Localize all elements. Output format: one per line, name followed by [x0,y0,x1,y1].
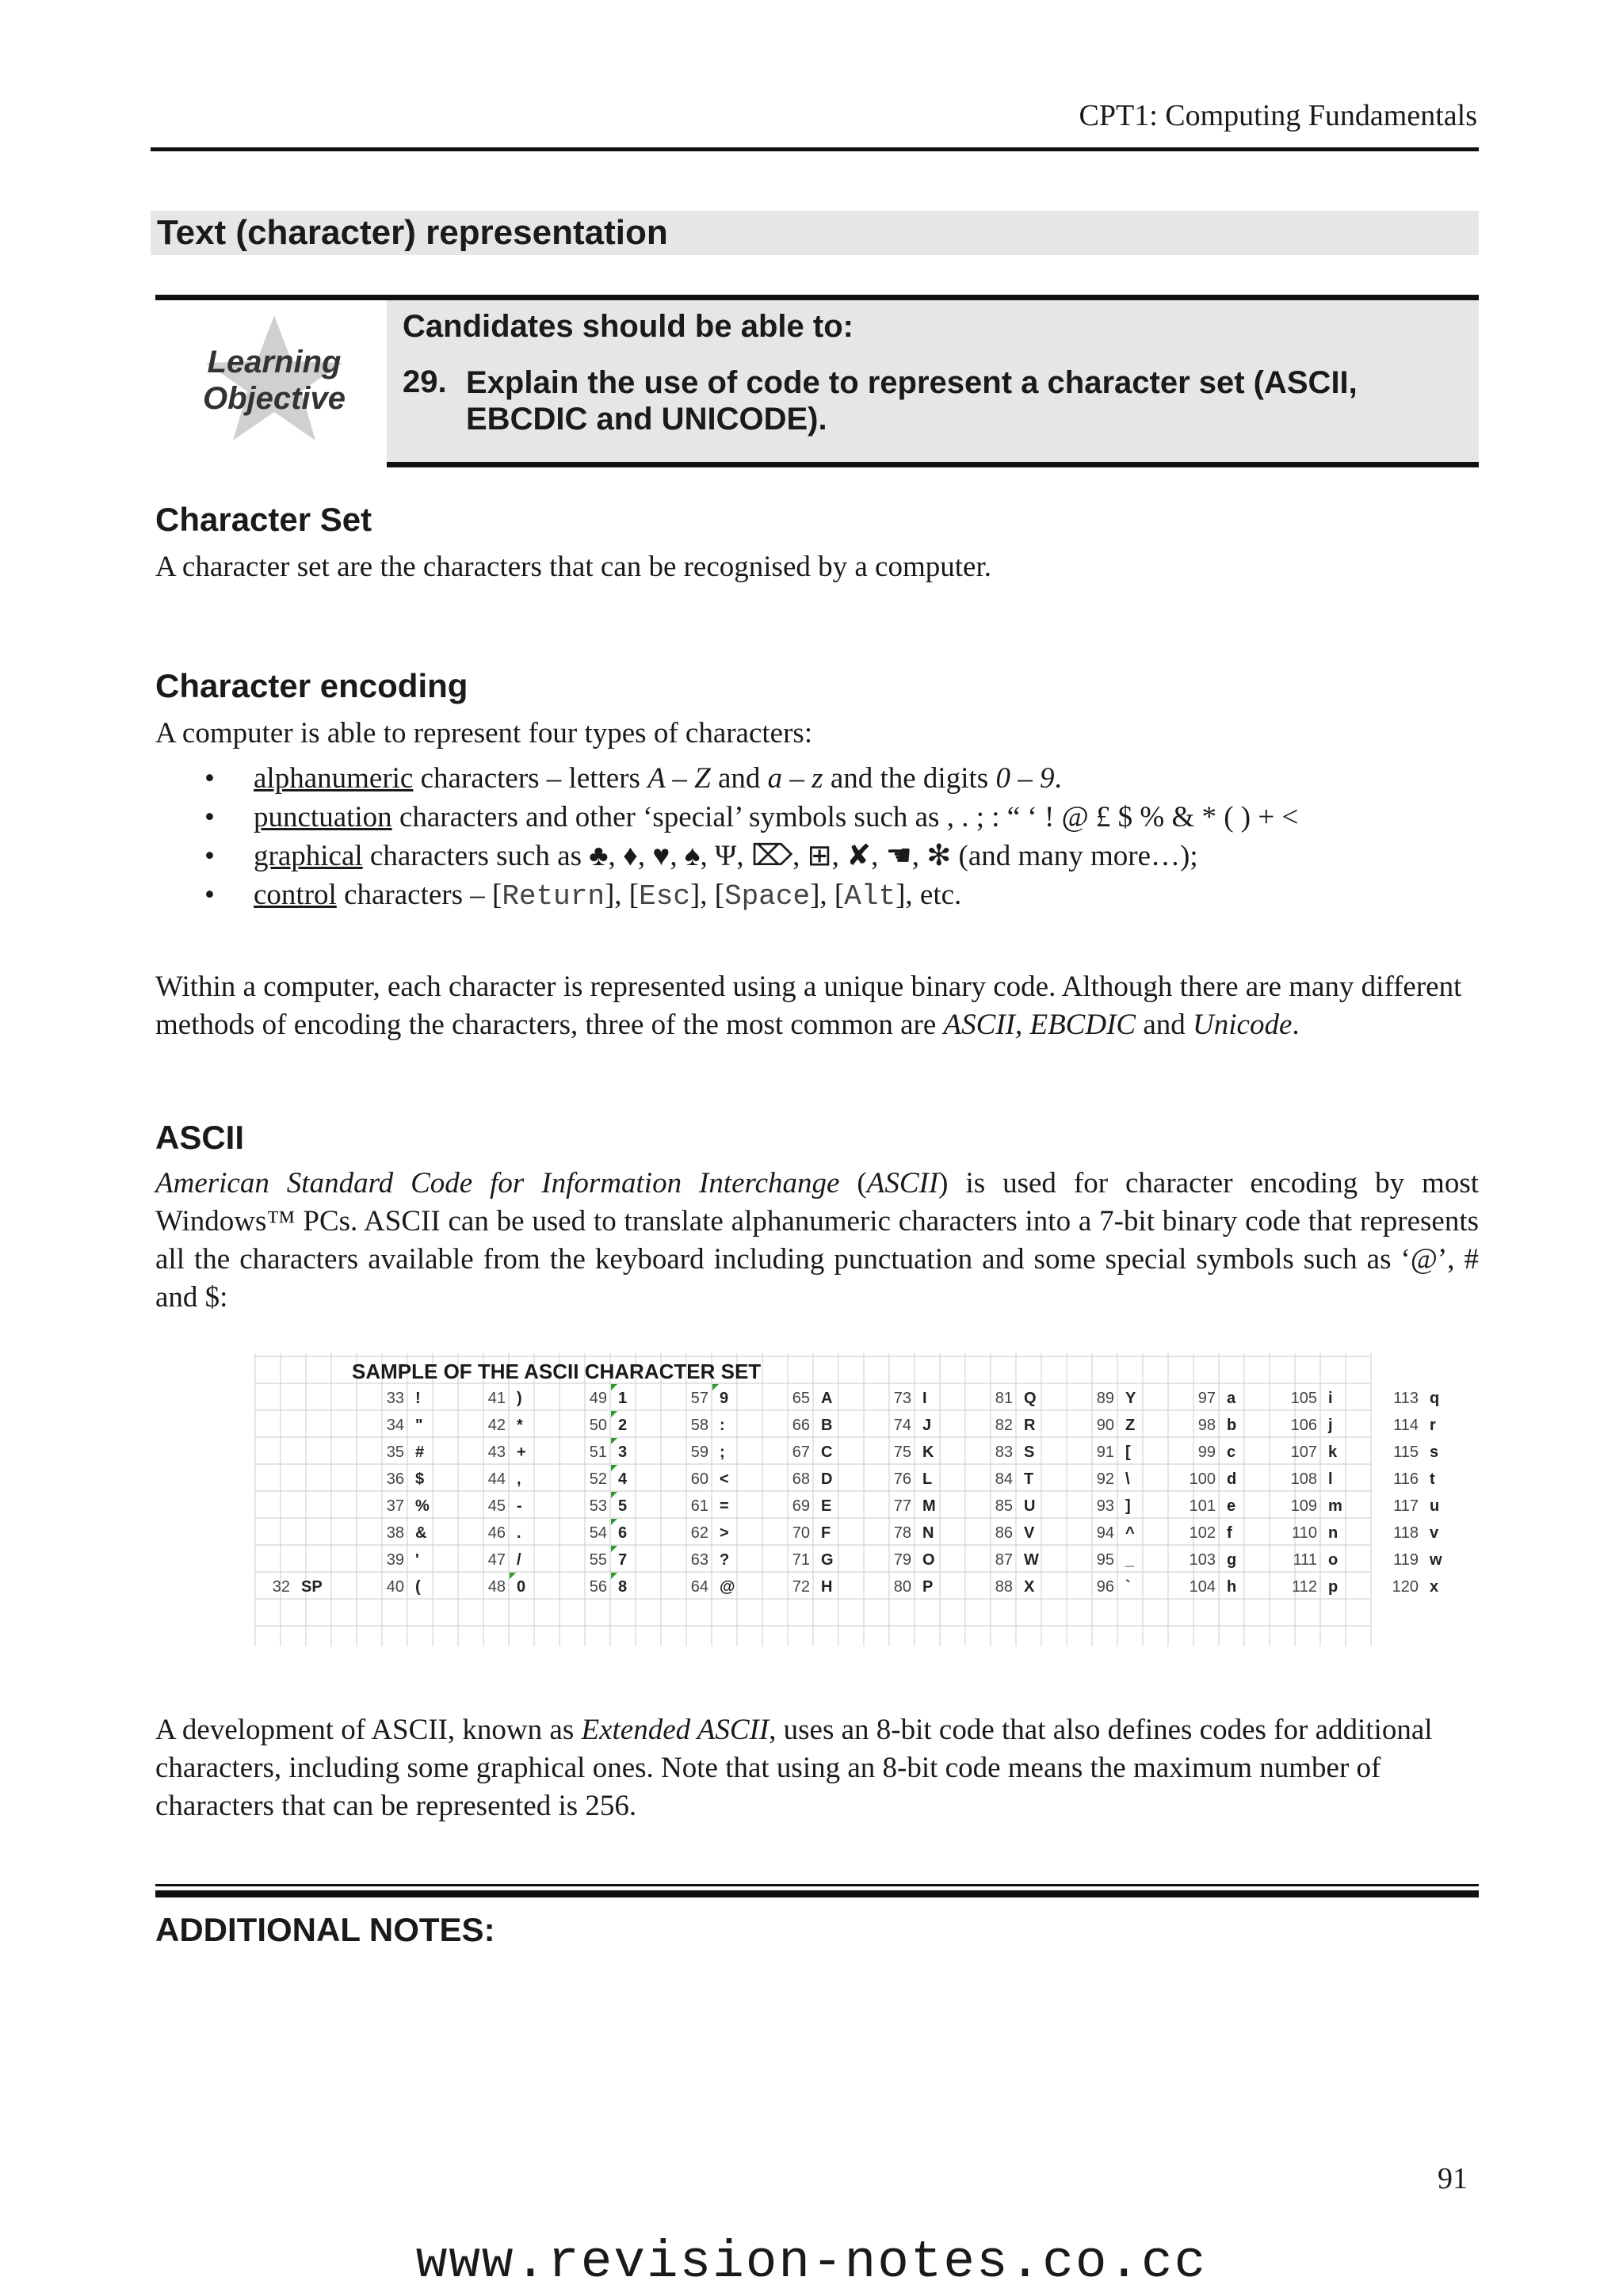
learning-objective-bottom-rule [387,462,1479,467]
table-char: O [922,1551,935,1569]
table-char: 4 [618,1470,628,1488]
table-code: 55 [589,1551,607,1569]
table-code: 104 [1189,1578,1216,1596]
bullet-text: and [710,762,768,795]
bullet-text: ], [ [689,879,725,911]
table-code: 109 [1290,1497,1317,1515]
table-char: o [1328,1551,1338,1569]
section-title: Text (character) representation [157,213,668,252]
bullet-text: ], [ [810,879,845,911]
table-char: u [1430,1497,1440,1515]
learning-objective-label-2: Objective [202,381,346,416]
table-code: 75 [893,1444,911,1461]
table-char: e [1227,1497,1236,1515]
header-rule [151,147,1479,151]
cell-marker-icon [611,1411,617,1417]
table-code: 100 [1189,1470,1216,1488]
table-char: _ [1125,1551,1135,1569]
table-code: 72 [792,1578,810,1596]
bullet-italic: a – z [767,762,823,795]
table-char: / [517,1551,521,1569]
character-set-text: A character set are the characters that can be recognised by a computer. [155,551,991,583]
character-encoding-heading: Character encoding [155,667,468,704]
table-char: Z [1125,1417,1136,1434]
table-char: : [720,1417,725,1434]
table-code: 98 [1197,1417,1216,1434]
table-code: 47 [487,1551,506,1569]
table-code: 118 [1393,1524,1419,1542]
table-code: 113 [1393,1390,1419,1407]
table-code: 107 [1290,1444,1317,1461]
table-code: 69 [792,1497,810,1515]
table-code: 79 [893,1551,911,1569]
table-code: 89 [1096,1390,1114,1407]
table-code: 51 [589,1444,607,1461]
table-char: J [922,1417,932,1434]
cell-marker-icon [510,1573,516,1579]
table-code: 83 [995,1444,1013,1461]
table-char: i [1328,1390,1333,1407]
table-char: 5 [618,1497,628,1515]
table-char: 7 [618,1551,628,1569]
table-char: # [415,1444,425,1461]
bullet-text: ], [ [604,879,640,911]
table-code: 120 [1392,1578,1419,1596]
table-char: P [922,1578,934,1596]
table-char: 6 [618,1524,628,1542]
table-char: d [1227,1470,1237,1488]
table-code: 63 [690,1551,708,1569]
key-name: Return [502,880,605,913]
table-code: 115 [1393,1444,1419,1461]
table-char: R [1024,1417,1036,1434]
table-code: 97 [1197,1390,1216,1407]
notes-rule-thick [155,1890,1479,1897]
table-code: 84 [995,1470,1013,1488]
table-code: 92 [1096,1470,1114,1488]
bullet-italic: 0 – 9 [995,762,1055,795]
table-char: c [1227,1444,1236,1461]
table-char: Y [1125,1390,1136,1407]
table-code: 59 [690,1444,708,1461]
cell-marker-icon [611,1546,617,1552]
table-code: 106 [1290,1417,1317,1434]
learning-objective-label-1: Learning [207,345,342,379]
ascii-abbreviation: ASCII [866,1167,939,1199]
paragraph-text: . [1292,1009,1300,1041]
table-code: 88 [995,1578,1013,1596]
key-name: Alt [844,880,896,913]
table-char: H [821,1578,833,1596]
cell-marker-icon [611,1465,617,1471]
table-code: 36 [386,1470,404,1488]
table-char: > [720,1524,729,1542]
table-char: w [1430,1551,1442,1569]
list-item [155,837,1503,875]
table-char: b [1227,1417,1237,1434]
table-char: D [821,1470,833,1488]
table-code: 117 [1393,1497,1419,1515]
cell-marker-icon [611,1519,617,1525]
table-code: 77 [893,1497,911,1515]
table-code: 53 [589,1497,607,1515]
table-code: 119 [1393,1551,1419,1569]
paragraph-text: ) is used for character encoding by most Windows™ PCs. ASCII can be used to translate alphanumeric characters into a 7-bit binary code that represents all the characters available from the keyboard including punctuation and some special symbols such as ‘@’, # and $: [155,1167,1480,1314]
table-code: 32 [272,1578,290,1596]
table-code: 95 [1096,1551,1114,1569]
list-item [155,798,1503,837]
table-char: & [415,1524,427,1542]
notes-rule-thin [155,1884,1479,1886]
table-char: k [1328,1444,1338,1461]
learning-objective-box [155,295,1479,467]
table-code: 60 [690,1470,708,1488]
cell-marker-icon [611,1438,617,1444]
table-char: 0 [517,1578,526,1596]
bullet-text: characters and other ‘special’ symbols such as , . ; : “ ‘ ! @ £ $ % & * ( ) + < [391,801,1299,833]
bullet-text: . [1054,762,1062,795]
ascii-paragraph [155,1165,1479,1317]
bullet-text: and the digits [823,762,996,795]
table-char: ? [720,1551,730,1569]
table-char: < [720,1470,729,1488]
objective-text: Explain the use of code to represent a character set (ASCII, EBCDIC and UNICODE). [466,365,1358,437]
table-char: f [1227,1524,1232,1542]
table-code: 93 [1096,1497,1114,1515]
table-char: M [922,1497,936,1515]
table-code: 67 [792,1444,810,1461]
table-char: U [1024,1497,1036,1515]
table-code: 74 [893,1417,911,1434]
table-code: 46 [487,1524,506,1542]
table-char: G [821,1551,834,1569]
table-code: 71 [792,1551,810,1569]
bullet-term: graphical [254,840,363,872]
table-code: 116 [1393,1470,1419,1488]
table-char: N [922,1524,934,1542]
table-char: F [821,1524,831,1542]
learning-objective-star-icon [195,312,353,447]
character-set-heading: Character Set [155,501,372,538]
table-code: 45 [487,1497,506,1515]
table-char: h [1227,1578,1237,1596]
key-name: Space [724,880,811,913]
paragraph-text: , [1014,1009,1030,1041]
cell-marker-icon [611,1384,617,1390]
table-code: 81 [995,1390,1013,1407]
list-item [155,759,1503,798]
table-char: " [415,1417,423,1434]
table-char: * [517,1417,523,1434]
paragraph-text: , uses an 8-bit code that also defines codes for additional characters, including some graphical ones. Note that using an 8-bit code means the maximum number of characters that can be represented is 256. [155,1714,1433,1822]
table-code: 114 [1393,1417,1419,1434]
table-char: x [1430,1578,1439,1596]
table-code: 94 [1096,1524,1114,1542]
table-char: I [922,1390,927,1407]
bullet-icon: • [204,840,215,872]
table-code: 61 [690,1497,708,1515]
table-char: g [1227,1551,1237,1569]
table-code: 96 [1096,1578,1114,1596]
table-code: 62 [690,1524,708,1542]
table-code: 65 [792,1390,810,1407]
bullet-term: alphanumeric [254,762,414,795]
table-char: - [517,1497,522,1515]
table-char: m [1328,1497,1342,1515]
table-char: T [1024,1470,1034,1488]
table-char: q [1430,1390,1440,1407]
table-char: 1 [618,1390,628,1407]
bullet-icon: • [204,801,215,833]
section-title-bar [151,211,1479,255]
extended-ascii-paragraph [155,1711,1479,1825]
table-char: W [1024,1551,1039,1569]
bullet-text: characters – [ [336,879,502,911]
table-code: 90 [1096,1417,1114,1434]
table-char: p [1328,1578,1338,1596]
ascii-full-name: American Standard Code for Information Interchange [155,1167,840,1199]
table-code: 86 [995,1524,1013,1542]
table-char: r [1430,1417,1436,1434]
table-char: X [1024,1578,1035,1596]
paragraph-text: ( [839,1167,867,1199]
table-code: 42 [487,1417,506,1434]
learning-objective-top-rule [155,295,1479,300]
table-char: 2 [618,1417,628,1434]
cell-marker-icon [712,1384,719,1390]
table-code: 57 [690,1390,708,1407]
paragraph-text: A development of ASCII, known as [155,1714,582,1746]
objective-number: 29. [403,364,447,399]
table-code: 43 [487,1444,506,1461]
table-char: [ [1125,1444,1131,1461]
table-code: 112 [1292,1578,1317,1596]
table-code: 56 [589,1578,607,1596]
table-code: 91 [1096,1444,1114,1461]
table-code: 110 [1292,1524,1317,1542]
table-char: C [821,1444,833,1461]
table-char: n [1328,1524,1338,1542]
cell-marker-icon [611,1573,617,1579]
table-char: L [922,1470,933,1488]
bullet-term: punctuation [254,801,392,833]
table-char: K [922,1444,934,1461]
bullet-text: characters – letters [413,762,648,795]
bullet-text: ], etc. [896,879,962,911]
table-code: 87 [995,1551,1013,1569]
table-code: 76 [893,1470,911,1488]
table-code: 58 [690,1417,708,1434]
table-code: 54 [589,1524,607,1542]
table-code: 41 [487,1390,506,1407]
table-code: 73 [893,1390,911,1407]
table-char: , [517,1470,521,1488]
character-encoding-intro: A computer is able to represent four types of characters: [155,717,813,749]
table-code: 35 [386,1444,404,1461]
table-char: @ [720,1578,735,1596]
table-char: ! [415,1390,421,1407]
table-code: 85 [995,1497,1013,1515]
table-code: 39 [386,1551,404,1569]
table-char: v [1430,1524,1439,1542]
table-char: ] [1125,1497,1131,1515]
table-code: 70 [792,1524,810,1542]
table-char: a [1227,1390,1236,1407]
bullet-italic: A – Z [647,762,711,795]
table-char: + [517,1444,526,1461]
table-code: 33 [386,1390,404,1407]
additional-notes-heading: ADDITIONAL NOTES: [155,1911,495,1948]
bullet-icon: • [204,879,215,911]
bullet-term: control [254,879,337,911]
table-char: 3 [618,1444,628,1461]
table-char: E [821,1497,832,1515]
table-char: ` [1125,1578,1131,1596]
table-code: 48 [487,1578,506,1596]
table-char: ' [415,1551,419,1569]
table-char: j [1328,1417,1333,1434]
table-char: = [720,1497,729,1515]
table-code: 80 [893,1578,911,1596]
table-char: . [517,1524,521,1542]
cell-marker-icon [611,1492,617,1498]
term-extended-ascii: Extended ASCII [581,1714,769,1746]
table-char: s [1430,1444,1439,1461]
encoding-paragraph [155,968,1479,1044]
table-code: 105 [1290,1390,1317,1407]
ascii-sample-table [255,1353,1442,1646]
bullet-text: characters such as ♣, ♦, ♥, ♠, Ψ, ⌦, ⊞, ✘, ☚, ✻ (and many more…); [362,840,1198,872]
table-code: 34 [386,1417,404,1434]
table-code: 37 [386,1497,404,1515]
table-code: 50 [589,1417,607,1434]
table-char: S [1024,1444,1035,1461]
table-code: 38 [386,1524,404,1542]
paragraph-text: Within a computer, each character is represented using a unique binary code. Although there are many different methods of encoding the characters, three of the most common are [155,971,1462,1041]
table-code: 49 [589,1390,607,1407]
term-unicode: Unicode [1193,1009,1293,1041]
table-char: ( [415,1578,421,1596]
table-char: % [415,1497,430,1515]
footer-url: www.revision-notes.co.cc [415,2233,1208,2292]
table-code: 64 [690,1578,708,1596]
table-code: 102 [1189,1524,1216,1542]
table-char: B [821,1417,833,1434]
table-char: ; [720,1444,725,1461]
table-char: \ [1125,1470,1130,1488]
table-code: 99 [1197,1444,1216,1461]
table-code: 82 [995,1417,1013,1434]
table-code: 44 [487,1470,506,1488]
page-number: 91 [1438,2162,1468,2195]
term-ascii: ASCII [943,1009,1015,1041]
table-char: Q [1024,1390,1037,1407]
table-char: ^ [1125,1524,1135,1542]
bullet-icon: • [204,762,215,795]
paragraph-text: and [1136,1009,1193,1041]
running-header: CPT1: Computing Fundamentals [1079,99,1477,132]
table-char: $ [415,1470,425,1488]
table-char: l [1328,1470,1333,1488]
table-title: SAMPLE OF THE ASCII CHARACTER SET [352,1360,762,1383]
table-code: 111 [1293,1551,1317,1569]
key-name: Esc [639,880,690,913]
table-code: 108 [1290,1470,1317,1488]
table-code: 40 [386,1578,404,1596]
table-code: 78 [893,1524,911,1542]
table-char: V [1024,1524,1035,1542]
table-char: t [1430,1470,1435,1488]
table-char: SP [301,1578,323,1596]
character-type-list [155,759,1503,916]
table-code: 103 [1189,1551,1216,1569]
table-code: 68 [792,1470,810,1488]
candidates-heading: Candidates should be able to: [403,309,854,344]
table-code: 66 [792,1417,810,1434]
table-char: 9 [720,1390,729,1407]
table-char: ) [517,1390,522,1407]
table-code: 52 [589,1470,607,1488]
ascii-heading: ASCII [155,1119,245,1156]
table-char: A [821,1390,833,1407]
term-ebcdic: EBCDIC [1029,1009,1136,1041]
table-code: 101 [1189,1497,1216,1515]
table-char: 8 [618,1578,628,1596]
list-item [155,875,1503,916]
